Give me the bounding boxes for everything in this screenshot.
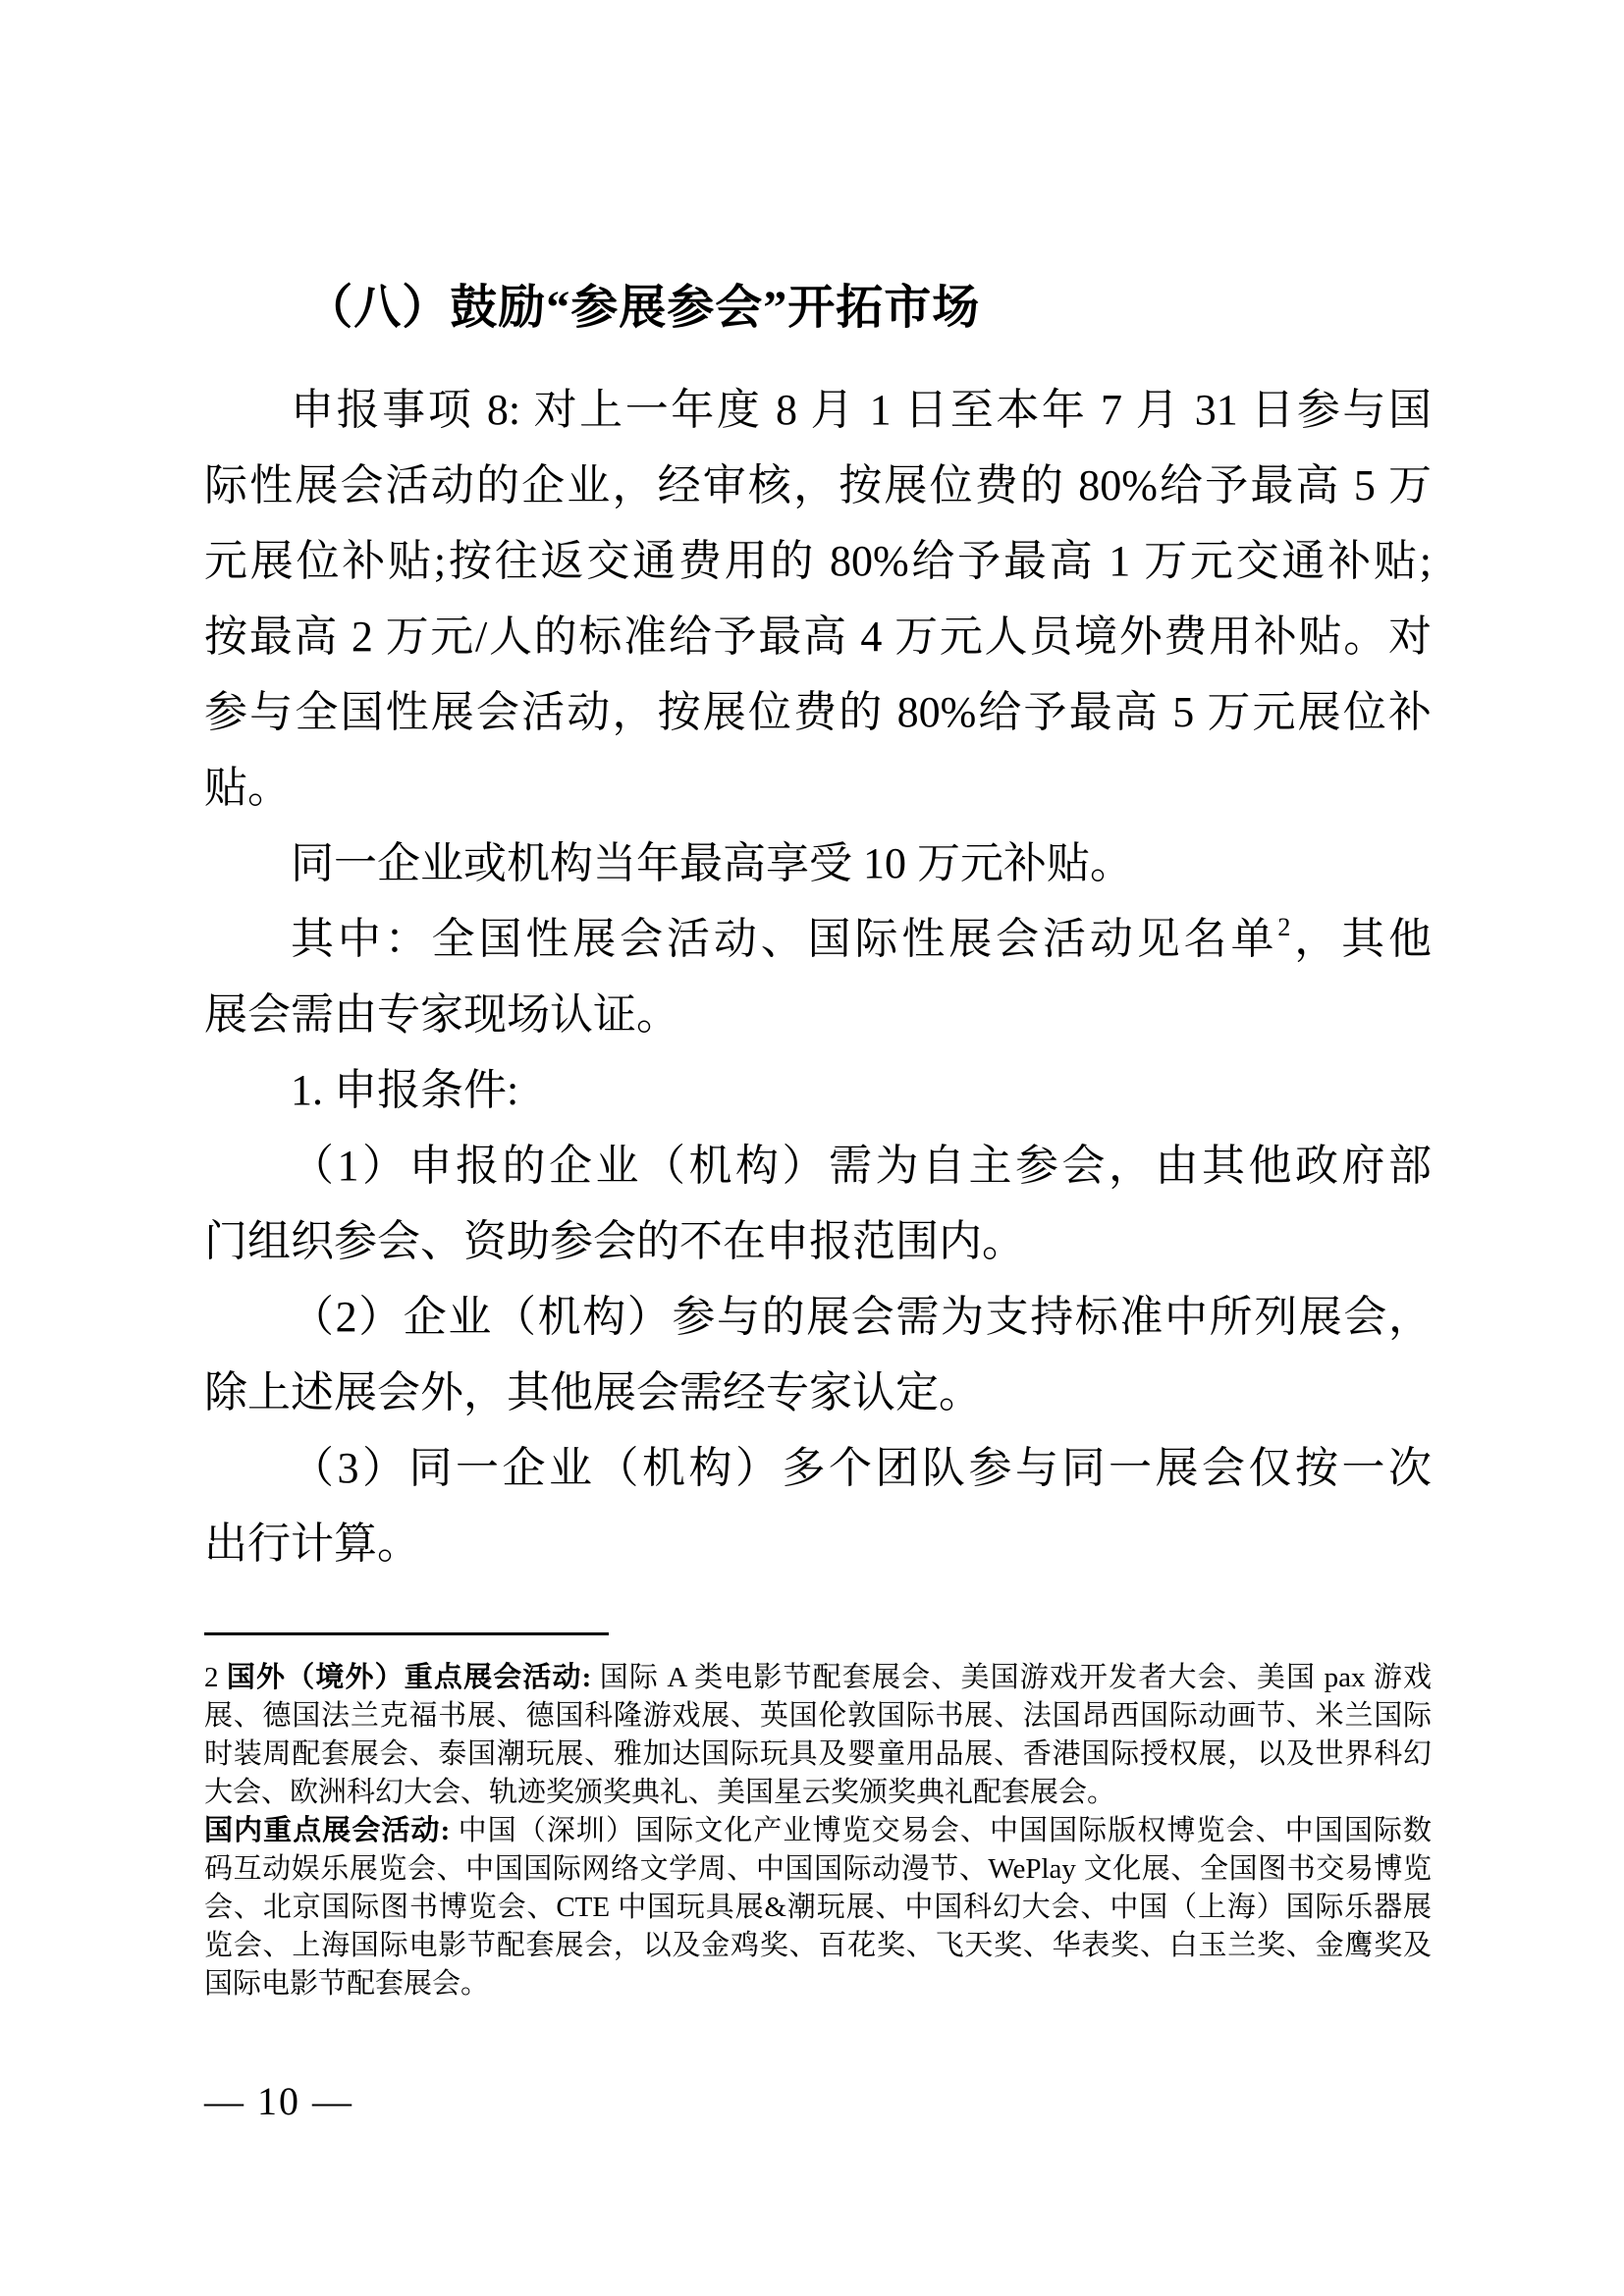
paragraph-line-with-footnote-ref <box>204 901 1432 977</box>
footnote-separator <box>204 1632 609 1635</box>
footnote-label: 国外（境外）重点展会活动: <box>226 1662 600 1693</box>
footnote-text: 国际 A 类电影节配套展会、美国游戏开发者大会、美国 pax 游戏 <box>599 1662 1433 1693</box>
paragraph-line: 除上述展会外，其他展会需经专家认定。 <box>204 1368 982 1416</box>
footnote-line: 国际电影节配套展会。 <box>204 1968 490 2000</box>
footnote-label: 国内重点展会活动: <box>204 1815 459 1846</box>
footnote-line: 会、北京国际图书博览会、CTE 中国玩具展&潮玩展、中国科幻大会、中国（上海）国际乐器展 <box>204 1892 1432 1923</box>
footnote-line: 展、德国法兰克福书展、德国科隆游戏展、英国伦敦国际书展、法国昂西国际动画节、米兰国际 <box>204 1700 1432 1732</box>
footnote-line <box>204 1659 1432 1697</box>
footnote-line: 览会、上海国际电影节配套展会，以及金鸡奖、百花奖、飞天奖、华表奖、白玉兰奖、金鹰奖及 <box>204 1930 1432 1961</box>
paragraph-line: 参与全国性展会活动，按展位费的 80%给予最高 5 万元展位补 <box>204 688 1432 736</box>
page-number: — 10 — <box>204 2079 353 2123</box>
section-heading: （八）鼓励“参展参会”开拓市场 <box>305 282 981 334</box>
paragraph-text: 同一企业或机构当年最高享受 10 万元补贴。 <box>291 839 1133 887</box>
paragraph-line: 际性展会活动的企业，经审核，按展位费的 80%给予最高 5 万 <box>204 461 1432 509</box>
paragraph-line: 按最高 2 万元/人的标准给予最高 4 万元人员境外费用补贴。对 <box>204 613 1432 661</box>
paragraph-line: 出行计算。 <box>204 1520 420 1568</box>
footnote-line <box>204 1812 1432 1850</box>
footnote-line: 码互动娱乐展览会、中国国际网络文学周、中国国际动漫节、WePlay 文化展、全国图书交易博览 <box>204 1853 1432 1885</box>
paragraph-line: 贴。 <box>204 764 291 812</box>
paragraph-line: 元展位补贴;按往返交通费用的 80%给予最高 1 万元交通补贴; <box>204 537 1432 585</box>
paragraph-text: 1. 申报条件: <box>291 1066 519 1114</box>
paragraph-line: 申报事项 8: 对上一年度 8 月 1 日至本年 7 月 31 日参与国 <box>291 386 1432 434</box>
paragraph-text: 其中：全国性展会活动、国际性展会活动见名单 <box>291 915 1278 963</box>
footnote-number: 2 <box>204 1662 227 1693</box>
paragraph-line: （1）申报的企业（机构）需为自主参会，由其他政府部 <box>291 1142 1432 1190</box>
footnote-block <box>204 1659 1432 2003</box>
paragraph-line: 门组织参会、资助参会的不在申报范围内。 <box>204 1217 1025 1265</box>
footnote-ref-superscript: 2 <box>1277 913 1291 941</box>
footnote-line: 大会、欧洲科幻大会、轨迹奖颁奖典礼、美国星云奖颁奖典礼配套展会。 <box>204 1777 1116 1808</box>
paragraph-line: （2）企业（机构）参与的展会需为支持标准中所列展会， <box>291 1293 1432 1341</box>
footnote-text: 中国（深圳）国际文化产业博览交易会、中国国际版权博览会、中国国际数 <box>458 1815 1432 1846</box>
list-item-heading <box>204 1052 1432 1128</box>
paragraph-text: ，其他 <box>1290 915 1432 963</box>
body-text <box>204 372 1432 1581</box>
paragraph-line <box>204 826 1432 901</box>
paragraph-line: （3）同一企业（机构）多个团队参与同一展会仅按一次 <box>291 1444 1432 1492</box>
paragraph-line: 展会需由专家现场认证。 <box>204 990 679 1039</box>
footnote-line: 时装周配套展会、泰国潮玩展、雅加达国际玩具及婴童用品展、香港国际授权展，以及世界科幻 <box>204 1738 1432 1770</box>
